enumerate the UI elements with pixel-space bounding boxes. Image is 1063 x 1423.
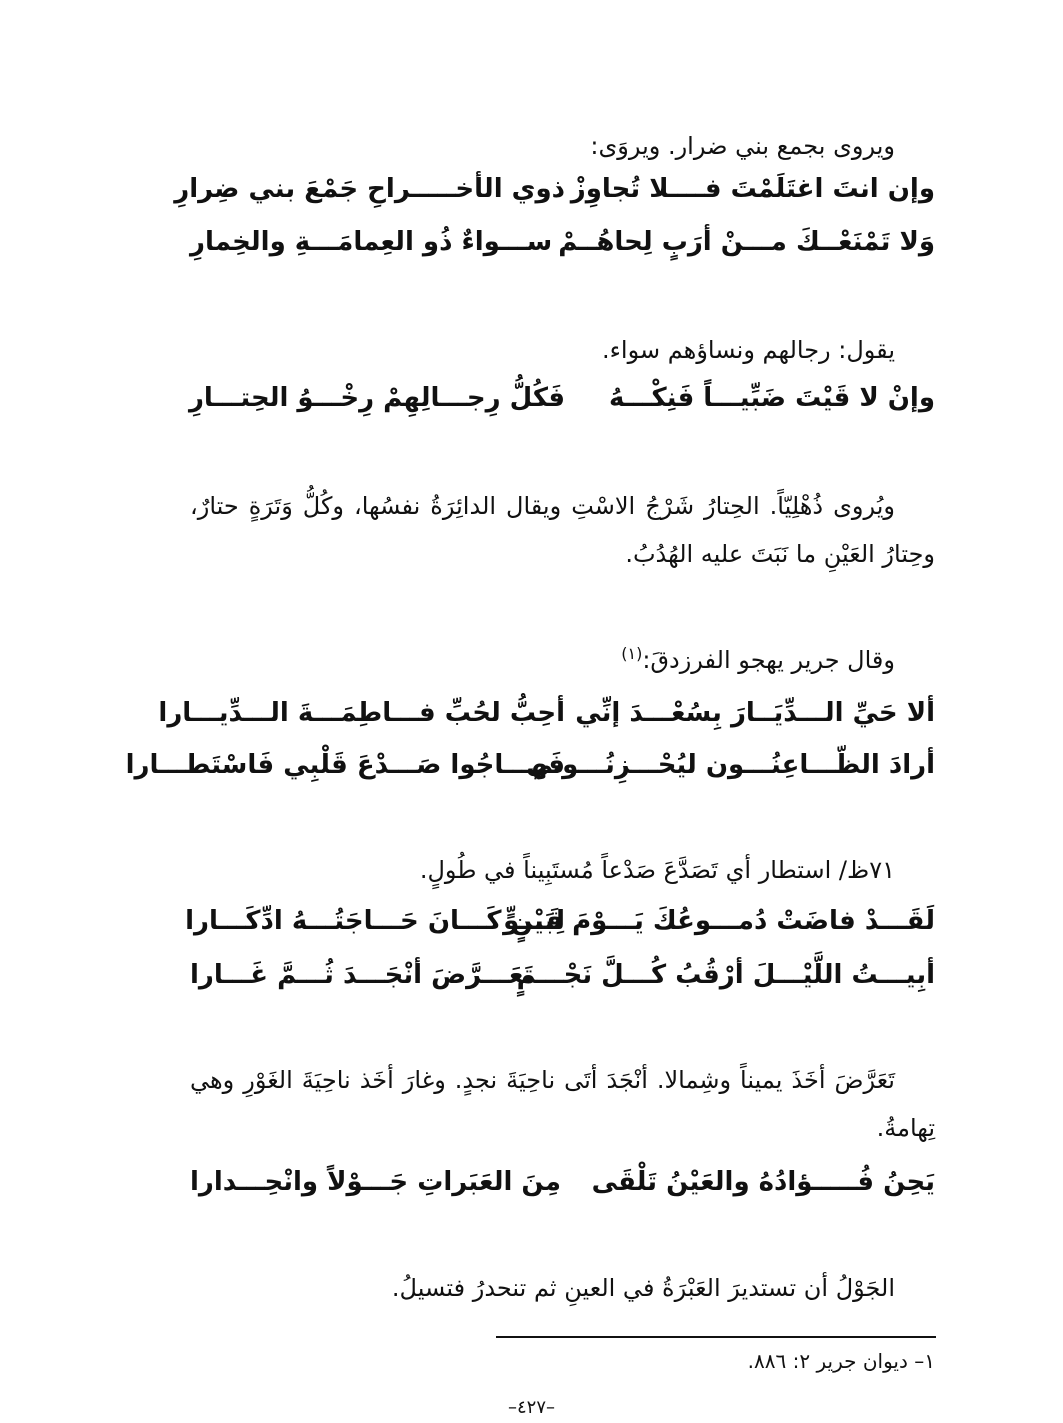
- verse-8-first-hemistich: يَحِنُ فُـــــؤادُهُ والعَيْنُ تَلْقَى: [591, 1167, 935, 1197]
- verse-4-second-hemistich: أحِبُّ لحُبِّ فـــاطِمَـــةَ الـــدِّيـــارا: [158, 698, 565, 728]
- prose-paragraph-taarrad: تَعَرَّضَ أخَذَ يميناً وشِمالا. أنْجَدَ أتَى ناحِيَةَ نجدٍ. وغارَ أخَذ ناحِيَةَ الغَوْرِ وهي تِهامةُ.: [190, 1066, 935, 1142]
- verse-line-7: [190, 950, 935, 1000]
- verse-3-second-hemistich: فَكُلُّ رِجـــالِهِمْ رِخْـــوُ الحِتـــارِ: [188, 383, 565, 413]
- verse-7-first-hemistich: أبِيـــتُ اللَّيْـــلَ أرْقُبُ كُـــلَّ نَجْـــمٍ: [516, 960, 935, 990]
- prose-paragraph-hitar: ويُروى ذُهْلِيّاً. الحِتارُ شَرْجُ الاسْتِ ويقال الدائِرَةُ نفسُها، وكُلُّ وَتَرَةٍ حتارٌ، وحِتارُ العَيْنِ ما نَبَتَ عليه الهُدُبُ.: [190, 492, 935, 568]
- verse-6-first-hemistich: لَقَـــدْ فاضَتْ دُمـــوعُكَ يَـــوْمَ قَـــوٍّ: [503, 906, 935, 936]
- verse-2-second-hemistich: ســـواءٌ ذُو العِمامَـــةِ والخِمارِ: [190, 227, 553, 257]
- verse-7-second-hemistich: تَعَـــرَّضَ أنْجَـــدَ ثُـــمَّ غَـــارا: [190, 960, 534, 990]
- page-number: –٤٢٧–: [507, 1397, 555, 1418]
- verse-line-6: [185, 896, 935, 946]
- verse-line-8: [190, 1157, 935, 1207]
- footnote-separator: [496, 1336, 936, 1338]
- jarir-intro-text: وقال جرير يهجو الفرزدقَ:: [642, 646, 895, 674]
- prose-line-yaqul: يقول: رجالهم ونساؤهم سواء.: [601, 336, 895, 364]
- footnote-text: ١– ديوان جرير ٢: ٨٨٦.: [747, 1349, 935, 1373]
- verse-line-5: [125, 740, 935, 790]
- verse-5-first-hemistich: أرادَ الظّـــاعِنُـــون ليُحْـــزِنُـــوني: [526, 750, 935, 780]
- verse-2-first-hemistich: وَلا تَمْنَعْــكَ مـــنْ أرَبٍ لِحاهُــمْ: [558, 227, 935, 257]
- verse-line-4: [158, 688, 935, 738]
- verse-1-first-hemistich: وإن انتَ اغتَلَمْتَ فــــلا تُجاوِزْ: [570, 174, 935, 204]
- verse-line-3: [190, 373, 935, 423]
- verse-line-1: [174, 164, 935, 214]
- prose-line-jarir-intro: [190, 636, 935, 684]
- verse-5-second-hemistich: فَهـــاجُوا صَـــدْعَ قَلْبِي فَاسْتَطـــارا: [125, 750, 565, 780]
- prose-line-jawl: الجَوْلُ أن تستديرَ العَبْرَةُ في العينِ ثم تنحدرُ فتسيلُ.: [391, 1274, 895, 1302]
- prose-line-riwaya: ويروى بجمع بني ضرار. ويروَى:: [590, 132, 895, 160]
- verse-line-2: [190, 217, 935, 267]
- prose-line-istatar: ٧١ظ/ استطار أي تَصَدَّعَ صَدْعاً مُستَبِيناً في طُولٍ.: [419, 856, 895, 884]
- verse-1-second-hemistich: ذوي الأخـــــراحِ جَمْعَ بني ضِرارِ: [174, 174, 565, 204]
- verse-6-second-hemistich: لِبَيْنٍ كَـــانَ حَـــاجَتُـــهُ ادِّكَـــارا: [185, 906, 565, 936]
- verse-8-second-hemistich: مِنَ العَبَراتِ جَـــوْلاً وانْحِـــدارا: [190, 1167, 561, 1197]
- verse-4-first-hemistich: ألا حَيِّ الـــدِّيَــارَ بِسُعْـــدَ إنِّي: [575, 698, 935, 728]
- footnote-reference: (١): [621, 644, 643, 663]
- verse-3-first-hemistich: وإنْ لا قَيْتَ ضَبِّيـــاً فَنِكْـــهُ: [609, 383, 935, 413]
